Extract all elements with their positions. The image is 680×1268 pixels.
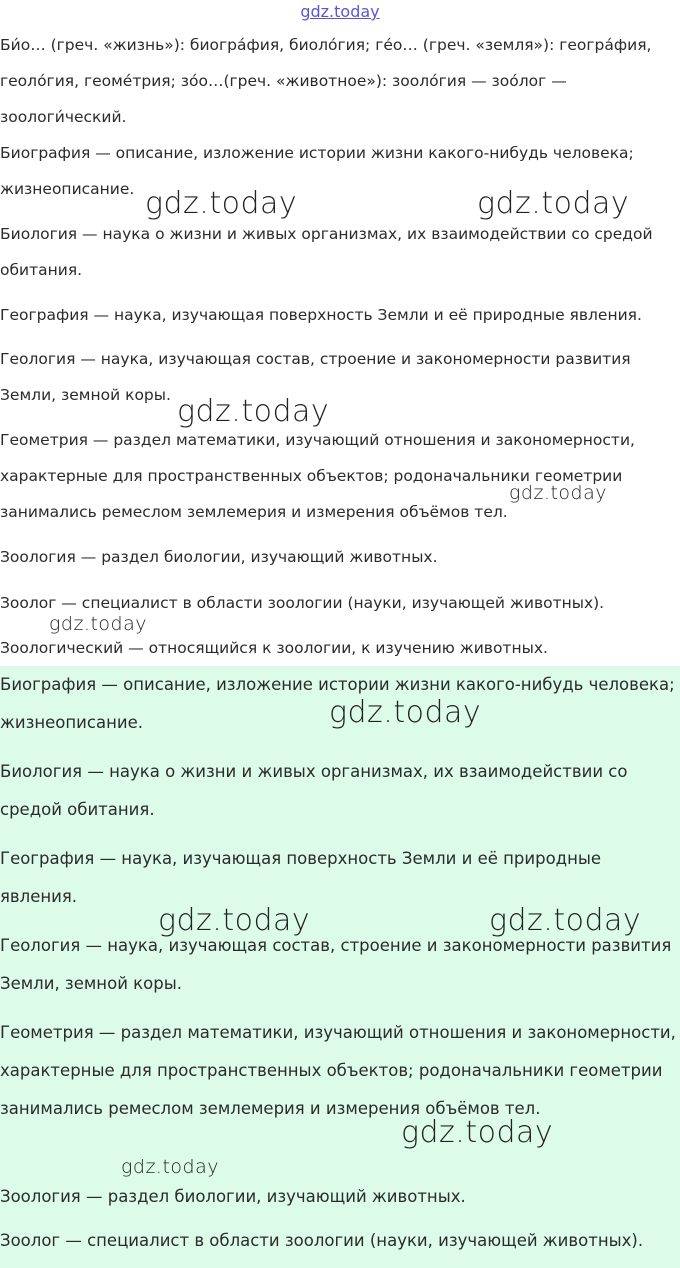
answer-geometry: Геометрия — раздел математики, изучающий отношения и закономерности, характерные для пространственных объектов; родоначальники геометрии занимались ремеслом землемерия и измерения объёмов тел. (0, 1023, 676, 1118)
definition-geology: Геология — наука, изучающая состав, строение и закономерности развития Земли, земной коры. (0, 350, 631, 404)
watermark-text: gdz.today (489, 903, 642, 938)
definition-zoological: Зоологический — относящийся к зоологии, к изучению животных. (0, 639, 548, 657)
definition-geometry: Геометрия — раздел математики, изучающий отношения и закономерности, характерные для пространственных объектов; родоначальники геометрии занимались ремеслом землемерия и измерения объёмов тел. (0, 431, 635, 521)
answer-zoologist: Зоолог — специалист в области зоологии (науки, изучающей животных). (0, 1231, 644, 1250)
watermark-text: gdz.today (145, 186, 298, 221)
watermark-text: gdz.today (177, 394, 330, 429)
watermark-text: gdz.today (49, 613, 147, 635)
answer-biology: Биология — наука о жизни и живых организмах, их взаимодействии со средой обитания. (0, 762, 628, 819)
answer-zoology: Зоология — раздел биологии, изучающий животных. (0, 1187, 466, 1206)
definition-geography: География — наука, изучающая поверхность Земли и её природные явления. (0, 306, 642, 324)
intro-text (0, 27, 676, 135)
intro-line-3: зоологи́ческий. (0, 108, 127, 126)
answer-biography: Биография — описание, изложение истории жизни какого-нибудь человека; жизнеописание. (0, 675, 675, 732)
watermark-text: gdz.today (121, 1156, 219, 1178)
definition-zoologist: Зоолог — специалист в области зоологии (науки, изучающей животных). (0, 594, 605, 612)
definition-biology: Биология — наука о жизни и живых организмах, их взаимодействии со средой обитания. (0, 225, 653, 279)
watermark-text: gdz.today (329, 695, 482, 730)
definition-biography: Биография — описание, изложение истории жизни какого-нибудь человека; жизнеописание. (0, 144, 634, 198)
watermark-text: gdz.today (158, 903, 311, 938)
answer-geography: География — наука, изучающая поверхность Земли и её природные явления. (0, 849, 602, 906)
intro-line-1: Би́о… (греч. «жизнь»): биогра́фия, биоло́гия; ге́о… (греч. «земля»): геогра́фия, (0, 36, 652, 54)
watermark-text: gdz.today (401, 1115, 554, 1150)
definition-zoology: Зоология — раздел биологии, изучающий животных. (0, 548, 438, 566)
answer-geology: Геология — наука, изучающая состав, строение и закономерности развития Земли, земной коры. (0, 936, 672, 993)
watermark-text: gdz.today (477, 186, 630, 221)
site-logo-link[interactable]: gdz.today (300, 2, 380, 21)
watermark-text: gdz.today (509, 482, 607, 504)
intro-line-2: геоло́гия, геоме́трия; зо́о…(греч. «животное»): зооло́гия — зоо́лог — (0, 72, 567, 90)
